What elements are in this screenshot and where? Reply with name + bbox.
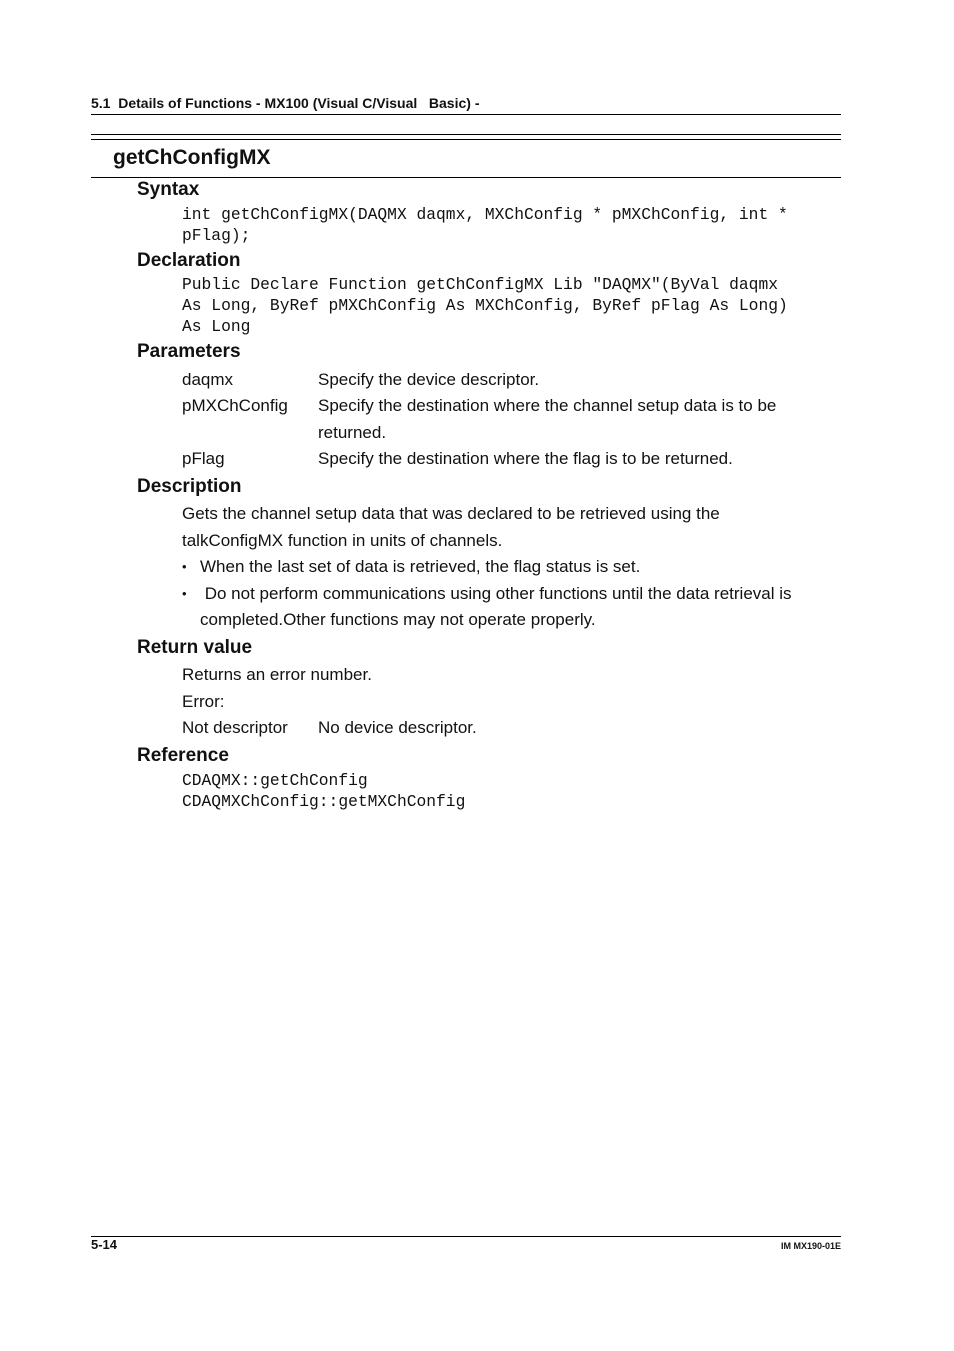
error-desc: No device descriptor. xyxy=(318,718,477,737)
reference-line: CDAQMXChConfig::getMXChConfig xyxy=(182,792,466,811)
declaration-line: As Long xyxy=(182,317,251,336)
param-name: pMXChConfig xyxy=(182,396,288,415)
syntax-heading: Syntax xyxy=(137,179,200,200)
page-number: 5-14 xyxy=(91,1237,118,1252)
return-value-heading: Return value xyxy=(137,637,253,658)
declaration-line: As Long, ByRef pMXChConfig As MXChConfig, ByRef pFlag As Long) xyxy=(182,296,788,315)
running-header: 5.1 Details of Functions - MX100 (Visual C/Visual Basic) - xyxy=(91,95,480,111)
error-name: Not descriptor xyxy=(182,718,288,737)
page-title: getChConfigMX xyxy=(113,146,271,169)
param-desc-cont: returned. xyxy=(318,423,387,442)
title-rule-top-1 xyxy=(91,134,841,135)
declaration-line: Public Declare Function getChConfigMX Lib "DAQMX"(ByVal daqmx xyxy=(182,275,778,294)
bullet-text: Do not perform communications using other functions until the data retrieval is xyxy=(200,584,792,603)
header-rule xyxy=(91,114,841,115)
document-id: IM MX190-01E xyxy=(780,1241,841,1251)
param-desc: Specify the destination where the flag is to be returned. xyxy=(318,449,733,468)
param-desc: Specify the device descriptor. xyxy=(318,370,540,389)
bullet-text-cont: completed.Other functions may not operate properly. xyxy=(200,610,596,629)
param-name: daqmx xyxy=(182,370,234,389)
title-rule-bottom xyxy=(91,177,841,178)
footer-rule xyxy=(91,1236,841,1237)
reference-line: CDAQMX::getChConfig xyxy=(182,771,368,790)
parameters-heading: Parameters xyxy=(137,341,241,362)
bullet-marker: • xyxy=(182,586,187,601)
syntax-line: pFlag); xyxy=(182,226,251,245)
syntax-line: int getChConfigMX(DAQMX daqmx, MXChConfig * pMXChConfig, int * xyxy=(182,205,788,224)
return-text: Returns an error number. xyxy=(182,665,372,684)
description-text: Gets the channel setup data that was declared to be retrieved using the xyxy=(182,504,720,523)
description-heading: Description xyxy=(137,476,242,497)
reference-heading: Reference xyxy=(137,745,229,766)
description-text: talkConfigMX function in units of channels. xyxy=(182,531,503,550)
param-desc: Specify the destination where the channel setup data is to be xyxy=(318,396,777,415)
declaration-heading: Declaration xyxy=(137,250,241,271)
bullet-marker: • xyxy=(182,559,187,574)
param-name: pFlag xyxy=(182,449,225,468)
bullet-text: When the last set of data is retrieved, the flag status is set. xyxy=(200,557,641,576)
title-rule-top-2 xyxy=(91,139,841,140)
return-text: Error: xyxy=(182,692,225,711)
